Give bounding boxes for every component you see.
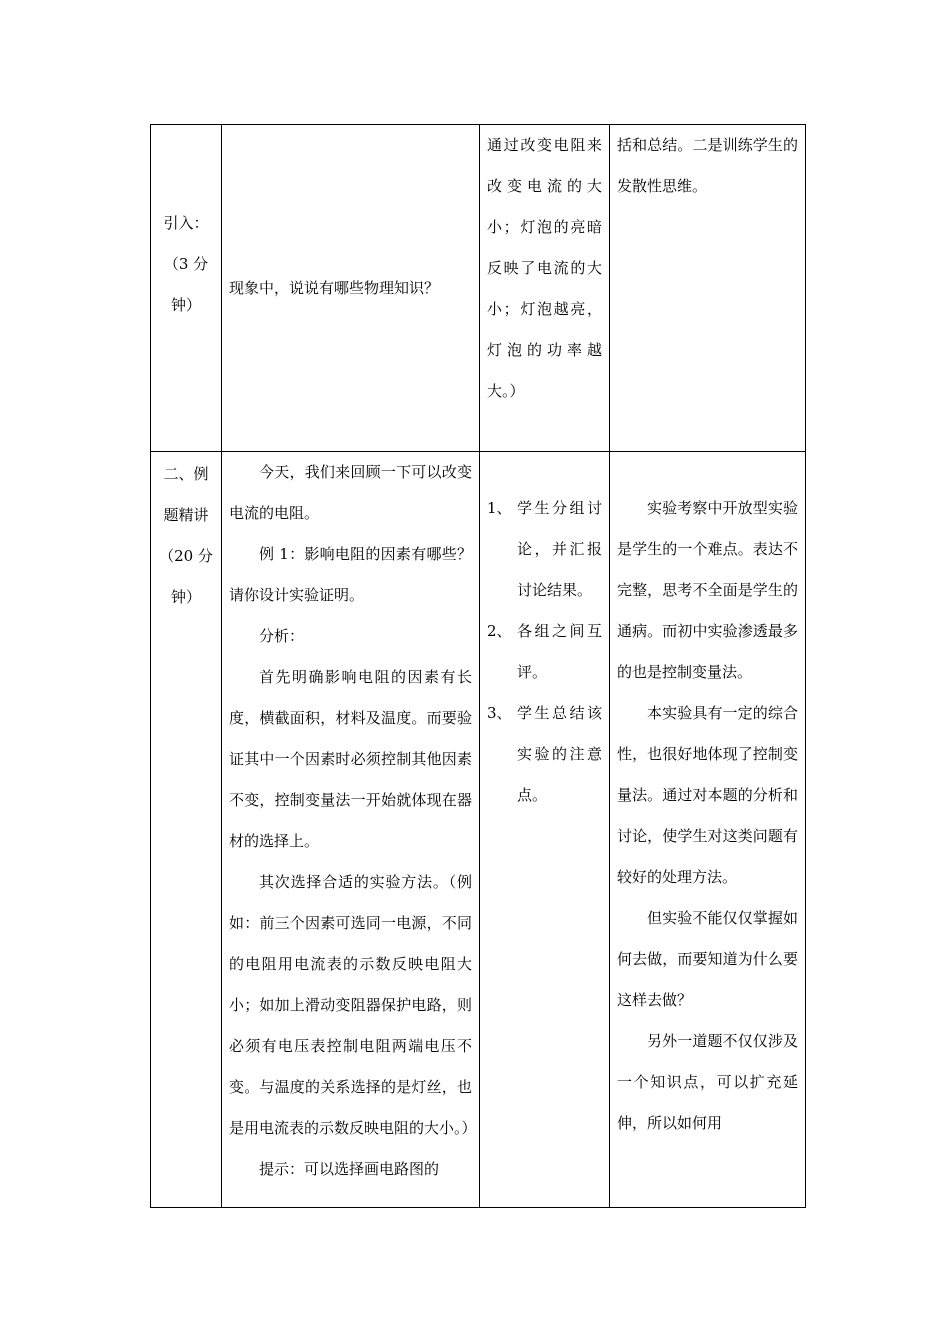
intent-paragraph: 但实验不能仅仅掌握如何去做，而要知道为什么要这样去做？ bbox=[617, 909, 798, 1009]
design-intent-cell bbox=[610, 125, 806, 452]
stage-line: 钟） bbox=[170, 588, 201, 606]
stage-cell bbox=[151, 452, 222, 1208]
list-text: 各组之间互评。 bbox=[517, 622, 602, 681]
student-text: 通过改变电阻来改变电流的大小；灯泡的亮暗反映了电流的大小；灯泡越亮，灯泡的功率越大。） bbox=[487, 136, 602, 400]
stage-line: （3 分 bbox=[163, 255, 209, 273]
list-number: 1、 bbox=[487, 499, 512, 517]
list-text: 学生分组讨论，并汇报讨论结果。 bbox=[517, 499, 602, 599]
teacher-activity-cell bbox=[222, 125, 480, 452]
list-number: 3、 bbox=[487, 704, 512, 722]
student-activity-cell bbox=[480, 452, 610, 1208]
list-item bbox=[487, 611, 602, 693]
stage-line: 二、例 bbox=[163, 465, 209, 483]
list-number: 2、 bbox=[487, 622, 512, 640]
teacher-paragraph: 例 1：影响电阻的因素有哪些？请你设计实验证明。 bbox=[229, 545, 472, 604]
table-row bbox=[151, 125, 806, 452]
teacher-paragraph: 分析： bbox=[259, 627, 305, 645]
list-item bbox=[487, 693, 602, 816]
student-activity-cell bbox=[480, 125, 610, 452]
table-row bbox=[151, 452, 806, 1208]
teacher-paragraph: 首先明确影响电阻的因素有长度，横截面积，材料及温度。而要验证其中一个因素时必须控制其他因素不变，控制变量法一开始就体现在器材的选择上。 bbox=[229, 668, 472, 850]
stage-line: 题精讲 bbox=[163, 506, 209, 524]
intent-paragraph: 本实验具有一定的综合性，也很好地体现了控制变量法。通过对本题的分析和讨论，使学生对这类问题有较好的处理方法。 bbox=[617, 704, 798, 886]
stage-line: 钟） bbox=[170, 296, 201, 314]
stage-line: （20 分 bbox=[159, 547, 213, 565]
teacher-paragraph: 其次选择合适的实验方法。（例如：前三个因素可选同一电源，不同的电阻用电流表的示数反映电阻大小；如加上滑动变阻器保护电路，则必须有电压表控制电阻两端电压不变。与温度的关系选择的是灯丝，也是用电流表的示数反映电阻的大小。） bbox=[229, 873, 477, 1137]
teacher-text: 现象中，说说有哪些物理知识？ bbox=[229, 278, 440, 297]
design-intent-cell bbox=[610, 452, 806, 1208]
stage-line: 引入： bbox=[163, 214, 209, 232]
lesson-plan-table bbox=[150, 124, 806, 1208]
list-item bbox=[487, 488, 602, 611]
teacher-activity-cell bbox=[222, 452, 480, 1208]
list-text: 学生总结该实验的注意点。 bbox=[517, 704, 602, 804]
teacher-paragraph: 今天，我们来回顾一下可以改变电流的电阻。 bbox=[229, 463, 472, 522]
intent-paragraph: 另外一道题不仅仅涉及一个知识点，可以扩充延伸，所以如何用 bbox=[617, 1032, 798, 1132]
teacher-paragraph: 提示：可以选择画电路图的 bbox=[259, 1160, 440, 1178]
intent-paragraph: 实验考察中开放型实验是学生的一个难点。表达不完整，思考不全面是学生的通病。而初中实验渗透最多的也是控制变量法。 bbox=[617, 499, 798, 681]
stage-cell bbox=[151, 125, 222, 452]
intent-text: 括和总结。二是训练学生的发散性思维。 bbox=[617, 136, 798, 195]
